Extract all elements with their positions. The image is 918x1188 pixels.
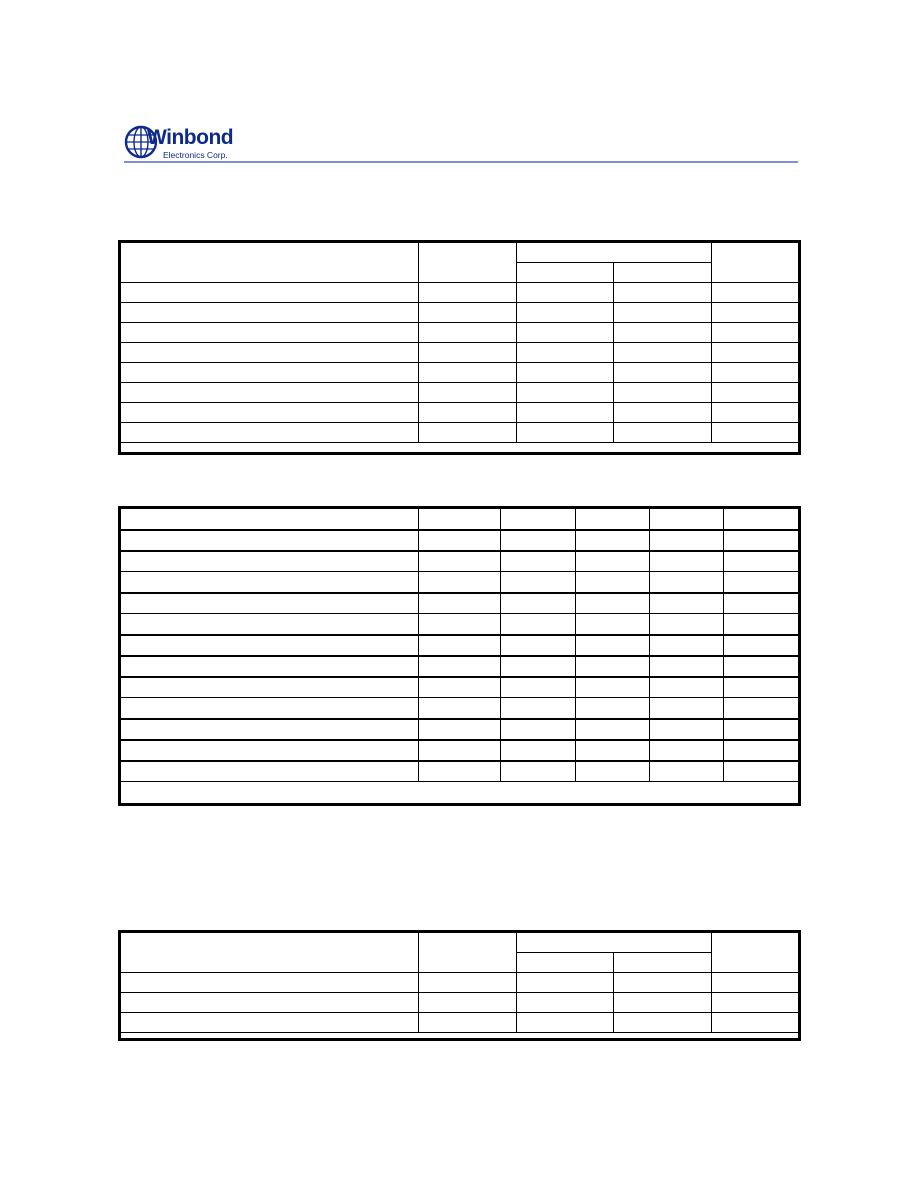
table-cell xyxy=(724,677,800,698)
table-cell xyxy=(576,614,650,635)
brand-subtitle: Electronics Corp. xyxy=(163,150,228,160)
table-cell xyxy=(650,635,724,656)
table-cell xyxy=(614,973,712,993)
table-cell xyxy=(576,593,650,614)
table-1-header-cell xyxy=(517,243,712,263)
table-cell xyxy=(419,303,517,323)
table-row xyxy=(120,343,800,363)
header-rule xyxy=(124,161,798,163)
table-cell xyxy=(650,656,724,677)
table-cell xyxy=(419,973,517,993)
table-row xyxy=(120,761,800,782)
table-cell xyxy=(419,343,517,363)
table-cell xyxy=(724,593,800,614)
table-row xyxy=(120,423,800,443)
table-cell xyxy=(517,303,614,323)
table-3 xyxy=(119,932,800,1033)
table-cell xyxy=(501,572,576,593)
table-cell xyxy=(724,656,800,677)
table-cell xyxy=(650,509,724,530)
table-cell xyxy=(419,593,501,614)
table-3-header-cell xyxy=(419,933,517,973)
table-cell xyxy=(501,719,576,740)
table-1-header-cell xyxy=(614,263,712,283)
table-row xyxy=(120,1013,800,1033)
table-cell xyxy=(650,551,724,572)
table-cell xyxy=(712,423,800,443)
table-row xyxy=(120,551,800,572)
table-cell xyxy=(614,363,712,383)
table-1-header-cell xyxy=(120,243,419,283)
table-cell xyxy=(501,698,576,719)
table-cell xyxy=(120,530,419,551)
table-cell xyxy=(120,423,419,443)
table-cell xyxy=(724,698,800,719)
table-row xyxy=(120,656,800,677)
table-row xyxy=(120,303,800,323)
brand-name: Winbond xyxy=(147,126,234,149)
table-cell xyxy=(576,551,650,572)
table-cell xyxy=(120,614,419,635)
table-cell xyxy=(650,614,724,635)
table-3-header-cell xyxy=(517,953,614,973)
table-cell xyxy=(120,993,419,1013)
table-cell xyxy=(712,343,800,363)
table-cell xyxy=(419,283,517,303)
table-1 xyxy=(119,242,800,443)
table-cell xyxy=(120,363,419,383)
table-row xyxy=(120,283,800,303)
table-cell xyxy=(724,530,800,551)
table-cell xyxy=(724,572,800,593)
table-cell xyxy=(501,530,576,551)
table-3-header-cell xyxy=(120,933,419,973)
table-cell xyxy=(120,509,419,530)
table-cell xyxy=(419,551,501,572)
table-cell xyxy=(501,509,576,530)
table-cell xyxy=(614,423,712,443)
table-cell xyxy=(650,761,724,782)
table-cell xyxy=(501,761,576,782)
table-cell xyxy=(419,323,517,343)
table-cell xyxy=(501,551,576,572)
table-cell xyxy=(120,677,419,698)
table-row xyxy=(120,509,800,530)
table-cell xyxy=(576,572,650,593)
table-cell xyxy=(614,403,712,423)
table-cell xyxy=(120,698,419,719)
table-cell xyxy=(712,383,800,403)
table-3-header-cell xyxy=(712,933,800,973)
table-cell xyxy=(419,614,501,635)
table-row xyxy=(120,698,800,719)
table-cell xyxy=(120,283,419,303)
table-cell xyxy=(724,761,800,782)
table-cell xyxy=(576,761,650,782)
table-cell xyxy=(501,614,576,635)
table-cell xyxy=(724,509,800,530)
table-cell xyxy=(724,740,800,761)
table-cell xyxy=(419,740,501,761)
table-cell xyxy=(419,635,501,656)
table-cell xyxy=(419,719,501,740)
table-cell xyxy=(517,323,614,343)
table-cell xyxy=(724,719,800,740)
table-row xyxy=(120,323,800,343)
table-cell xyxy=(650,530,724,551)
table-cell xyxy=(419,677,501,698)
table-cell xyxy=(120,593,419,614)
table-cell xyxy=(120,656,419,677)
table-row xyxy=(120,403,800,423)
table-cell xyxy=(724,614,800,635)
table-row xyxy=(120,614,800,635)
table-cell xyxy=(120,635,419,656)
table-cell xyxy=(419,383,517,403)
table-cell xyxy=(120,403,419,423)
table-row xyxy=(120,973,800,993)
table-cell xyxy=(419,530,501,551)
table-cell xyxy=(712,993,800,1013)
table-1-header-cell xyxy=(712,243,800,283)
table-row xyxy=(120,530,800,551)
table-1-header-row xyxy=(120,243,800,263)
table-cell xyxy=(419,403,517,423)
table-cell xyxy=(120,719,419,740)
table-cell xyxy=(576,530,650,551)
table-row xyxy=(120,383,800,403)
table-cell xyxy=(419,572,501,593)
table-cell xyxy=(419,363,517,383)
table-row xyxy=(120,719,800,740)
table-cell xyxy=(576,698,650,719)
table-3-header-row xyxy=(120,933,800,953)
table-3-header-cell xyxy=(517,933,712,953)
table-cell xyxy=(120,303,419,323)
table-cell xyxy=(712,363,800,383)
table-cell xyxy=(576,719,650,740)
table-cell xyxy=(614,323,712,343)
table-cell xyxy=(501,740,576,761)
table-cell xyxy=(614,343,712,363)
table-cell xyxy=(501,677,576,698)
table-cell xyxy=(650,698,724,719)
table-2 xyxy=(119,508,800,782)
table-cell xyxy=(419,1013,517,1033)
table-cell xyxy=(576,635,650,656)
table-cell xyxy=(501,593,576,614)
table-row xyxy=(120,677,800,698)
table-cell xyxy=(712,303,800,323)
table-cell xyxy=(517,283,614,303)
table-cell xyxy=(419,423,517,443)
table-cell xyxy=(120,761,419,782)
table-cell xyxy=(517,403,614,423)
table-cell xyxy=(614,1013,712,1033)
table-cell xyxy=(650,593,724,614)
table-cell xyxy=(712,1013,800,1033)
table-cell xyxy=(501,635,576,656)
table-cell xyxy=(120,343,419,363)
table-cell xyxy=(724,551,800,572)
table-3-header-cell xyxy=(614,953,712,973)
table-1-header-cell xyxy=(517,263,614,283)
table-cell xyxy=(614,383,712,403)
table-cell xyxy=(419,698,501,719)
table-cell xyxy=(501,656,576,677)
table-cell xyxy=(712,973,800,993)
table-row xyxy=(120,593,800,614)
table-cell xyxy=(419,656,501,677)
table-cell xyxy=(120,1013,419,1033)
table-cell xyxy=(614,283,712,303)
table-row xyxy=(120,993,800,1013)
table-row xyxy=(120,572,800,593)
table-cell xyxy=(120,572,419,593)
table-cell xyxy=(712,323,800,343)
table-cell xyxy=(650,677,724,698)
table-cell xyxy=(650,719,724,740)
table-cell xyxy=(120,323,419,343)
table-cell xyxy=(120,973,419,993)
table-cell xyxy=(576,509,650,530)
table-cell xyxy=(576,656,650,677)
winbond-logo xyxy=(123,124,263,164)
table-1-header-cell xyxy=(419,243,517,283)
table-cell xyxy=(650,740,724,761)
table-cell xyxy=(614,993,712,1013)
table-cell xyxy=(576,740,650,761)
table-cell xyxy=(517,993,614,1013)
table-row xyxy=(120,363,800,383)
table-cell xyxy=(712,283,800,303)
table-cell xyxy=(517,423,614,443)
table-cell xyxy=(517,383,614,403)
table-row xyxy=(120,635,800,656)
table-cell xyxy=(517,363,614,383)
table-cell xyxy=(419,761,501,782)
table-cell xyxy=(419,509,501,530)
table-cell xyxy=(120,551,419,572)
table-cell xyxy=(576,677,650,698)
table-cell xyxy=(120,383,419,403)
table-cell xyxy=(120,740,419,761)
table-row xyxy=(120,740,800,761)
table-cell xyxy=(517,1013,614,1033)
table-cell xyxy=(517,973,614,993)
table-cell xyxy=(712,403,800,423)
table-cell xyxy=(724,635,800,656)
table-cell xyxy=(419,993,517,1013)
table-cell xyxy=(650,572,724,593)
table-cell xyxy=(614,303,712,323)
table-cell xyxy=(517,343,614,363)
